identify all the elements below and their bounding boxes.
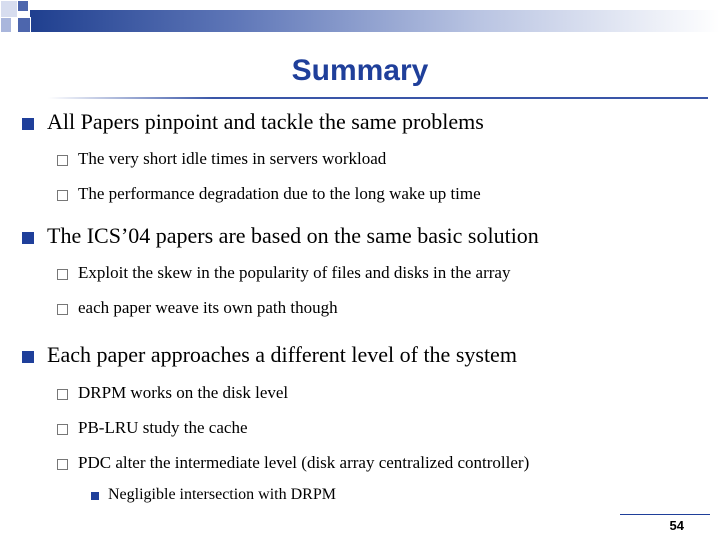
checkbox-bullet-icon bbox=[57, 269, 68, 280]
bullet-text: All Papers pinpoint and tackle the same problems bbox=[47, 109, 484, 134]
checkbox-bullet-icon bbox=[57, 304, 68, 315]
sub-bullet-text: The performance degradation due to the long wake up time bbox=[78, 184, 481, 203]
bullet-square-icon bbox=[22, 118, 34, 130]
footer-rule bbox=[620, 514, 710, 515]
bullet-square-icon bbox=[22, 232, 34, 244]
decoration-square bbox=[0, 0, 18, 18]
checkbox-bullet-icon bbox=[57, 459, 68, 470]
sub-bullet-text: PB-LRU study the cache bbox=[78, 418, 248, 437]
checkbox-bullet-icon bbox=[57, 155, 68, 166]
title-underline bbox=[48, 97, 708, 99]
sub-bullet-text: The very short idle times in servers workload bbox=[78, 149, 387, 168]
decoration-square bbox=[17, 17, 31, 33]
sub-bullet-text: each paper weave its own path though bbox=[78, 298, 338, 317]
slide-title: Summary bbox=[291, 54, 429, 87]
sub-sub-bullet-text: Negligible intersection with DRPM bbox=[108, 486, 336, 503]
checkbox-bullet-icon bbox=[57, 190, 68, 201]
page-number: 54 bbox=[669, 518, 684, 533]
bullet-square-icon bbox=[91, 492, 99, 500]
sub-bullet-text: PDC alter the intermediate level (disk array centralized controller) bbox=[78, 453, 530, 472]
corner-decoration bbox=[0, 0, 40, 32]
sub-bullet-text: DRPM works on the disk level bbox=[78, 383, 289, 402]
checkbox-bullet-icon bbox=[57, 424, 68, 435]
checkbox-bullet-icon bbox=[57, 389, 68, 400]
decoration-square bbox=[17, 0, 29, 12]
bullet-text: Each paper approaches a different level of the system bbox=[47, 342, 517, 367]
sub-bullet-text: Exploit the skew in the popularity of files and disks in the array bbox=[78, 263, 511, 282]
decoration-square bbox=[0, 17, 12, 33]
header-gradient-bar bbox=[30, 10, 720, 32]
bullet-square-icon bbox=[22, 351, 34, 363]
bullet-text: The ICS’04 papers are based on the same basic solution bbox=[47, 223, 539, 248]
